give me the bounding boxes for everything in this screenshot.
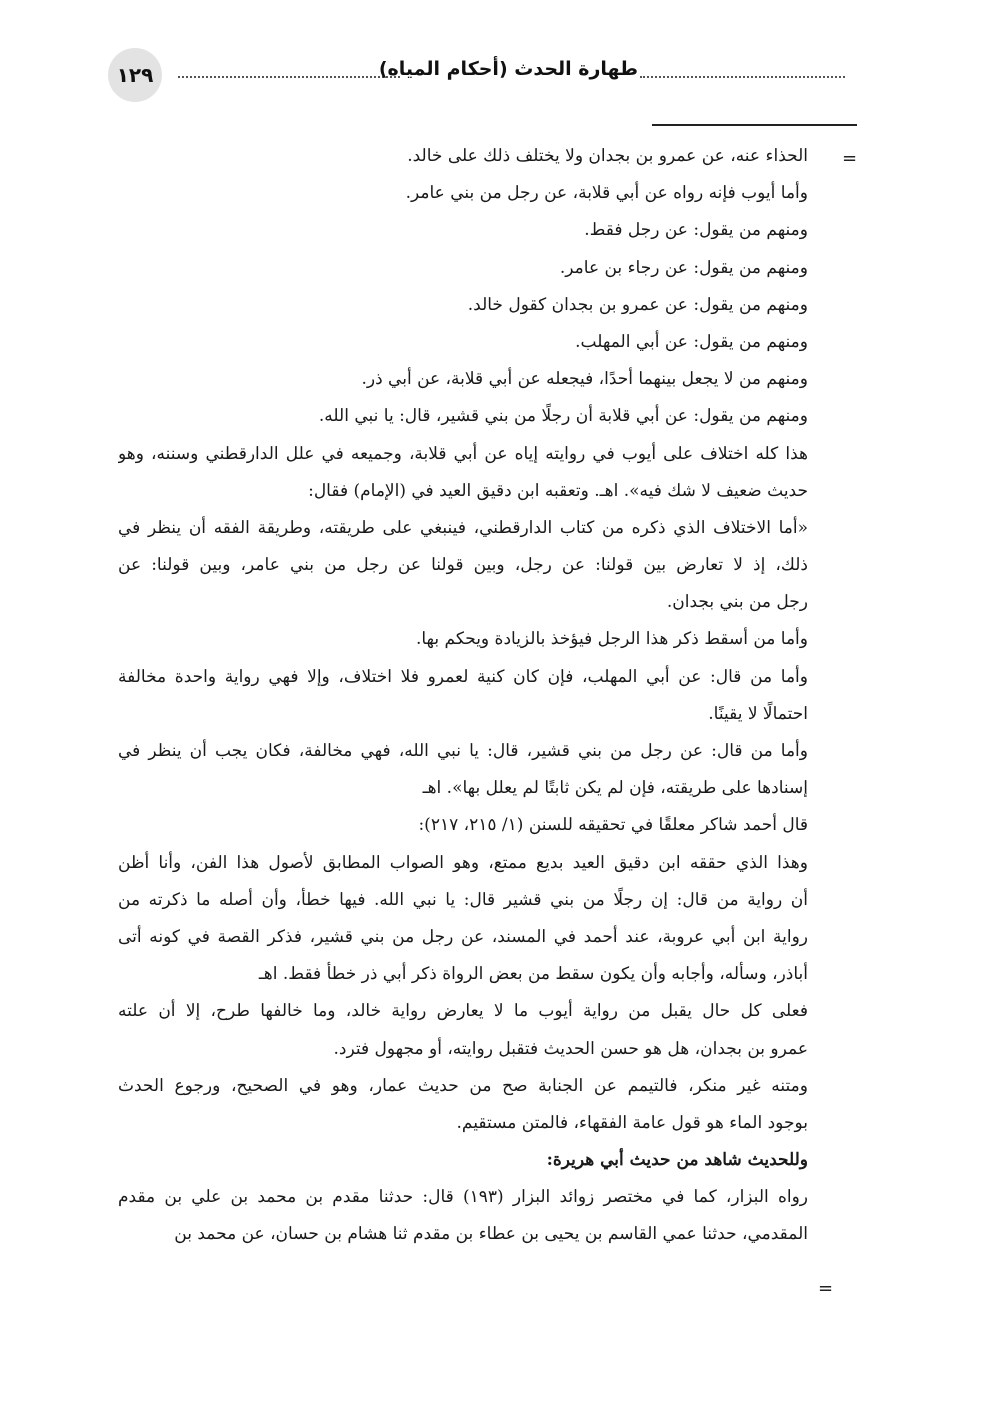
text-line: الحذاء عنه، عن عمرو بن بجدان ولا يختلف ذلك على خالد. — [407, 146, 808, 166]
text-line: ومنهم من يقول: عن أبي المهلب. — [575, 331, 808, 352]
text-line: رجل من بني بجدان. — [666, 592, 808, 613]
header-leader-dots — [640, 76, 845, 78]
text-line: وهذا الذي حققه ابن دقيق العيد بديع ممتع، وهو الصواب المطابق لأصول هذا الفن، وأنا أظن — [118, 852, 808, 873]
text-line: بوجود الماء هو قول عامة الفقهاء، فالمتن مستقيم. — [456, 1112, 808, 1133]
text-line: ومنهم من يقول: عن عمرو بن بجدان كقول خالد. — [467, 294, 808, 315]
page-title: طهارة الحدث (أحكام المياه) — [378, 58, 638, 80]
text-line: إسنادها على طريقته، فإن لم يكن ثابتًا لم يعلل بها». اهـ — [422, 778, 808, 799]
text-line: هذا كله اختلاف على أيوب في روايته إياه عن أبي قلابة، وجميعه في علل الدارقطني وسننه، وهو — [118, 443, 808, 464]
text-line: وأما من قال: عن أبي المهلب، فإن كان كنية لعمرو فلا اختلاف، وإلا فهي رواية واحدة مخالفة — [118, 666, 808, 687]
text-line: رواية ابن أبي عروبة، عند أحمد في المسند، عن رجل من بني قشير، فذكر القصة في كونه أتى — [118, 926, 808, 947]
text-line: «أما الاختلاف الذي ذكره من كتاب الدارقطني، فينبغي على طريقته، وطريقة الفقه أن ينظر في — [118, 517, 808, 538]
page-header — [100, 48, 860, 102]
text-line: احتمالًا لا يقينًا. — [708, 703, 808, 724]
text-line: أن رواية من قال: إن رجلًا من بني قشير قال: يا نبي الله. فيها خطأ، وأن أصله ما ذكرته من — [118, 889, 808, 910]
footnote-separator — [652, 124, 857, 126]
page-number: ١٢٩ — [108, 48, 162, 102]
text-line: رواه البزار، كما في مختصر زوائد البزار (١٩٣) قال: حدثنا مقدم بن محمد بن علي بن مقدم — [118, 1187, 808, 1208]
text-line: عمرو بن بجدان، هل هو حسن الحديث فتقبل روايته، أو مجهول فترد. — [333, 1038, 808, 1059]
text-line: المقدمي، حدثنا عمي القاسم بن يحيى بن عطاء بن مقدم ثنا هشام بن حسان، عن محمد بن — [174, 1224, 808, 1245]
text-line: فعلى كل حال يقبل من رواية أيوب ما لا يعارض رواية خالد، وما خالفها طرح، إلا أن علته — [118, 1001, 808, 1022]
continuation-mark: = — [818, 1278, 834, 1299]
text-line: وأما من أسقط ذكر هذا الرجل فيؤخذ بالزيادة ويحكم بها. — [415, 629, 808, 650]
continuation-mark: = — [842, 148, 858, 169]
footnote-body — [118, 138, 808, 1254]
text-line: ومتنه غير منكر، فالتيمم عن الجنابة صح من حديث عمار، وهو في الصحيح، ورجوع الحدث — [118, 1075, 808, 1096]
text-line: ومنهم من يقول: عن أبي قلابة أن رجلًا من بني قشير، قال: يا نبي الله. — [318, 406, 808, 427]
text-line: ذلك، إذ لا تعارض بين قولنا: عن رجل، وبين قولنا عن رجل من بني عامر، وبين قولنا: عن — [118, 555, 808, 576]
text-line: ومنهم من يقول: عن رجل فقط. — [584, 220, 808, 241]
text-line: حديث ضعيف لا شك فيه». اهـ. وتعقبه ابن دقيق العيد في (الإمام) فقال: — [308, 480, 808, 501]
text-line: قال أحمد شاكر معلقًا في تحقيقه للسنن (١/ ٢١٥، ٢١٧): — [418, 815, 808, 836]
text-line: وأما من قال: عن رجل من بني قشير، قال: يا نبي الله، فهي مخالفة، فكان يجب أن ينظر في — [118, 741, 808, 761]
text-line: وأما أيوب فإنه رواه عن أبي قلابة، عن رجل من بني عامر. — [405, 183, 808, 204]
text-line: ومنهم من يقول: عن رجاء بن عامر. — [559, 257, 808, 278]
section-heading: وللحديث شاهد من حديث أبي هريرة: — [546, 1150, 808, 1171]
header-leader-dots — [178, 76, 400, 78]
text-line: ومنهم من لا يجعل بينهما أحدًا، فيجعله عن أبي قلابة، عن أبي ذر. — [361, 369, 808, 390]
text-line: أباذر، وسأله، وأجابه وأن يكون سقط من بعض الرواة ذكر أبي ذر خطأ فقط. اهـ — [258, 964, 808, 985]
